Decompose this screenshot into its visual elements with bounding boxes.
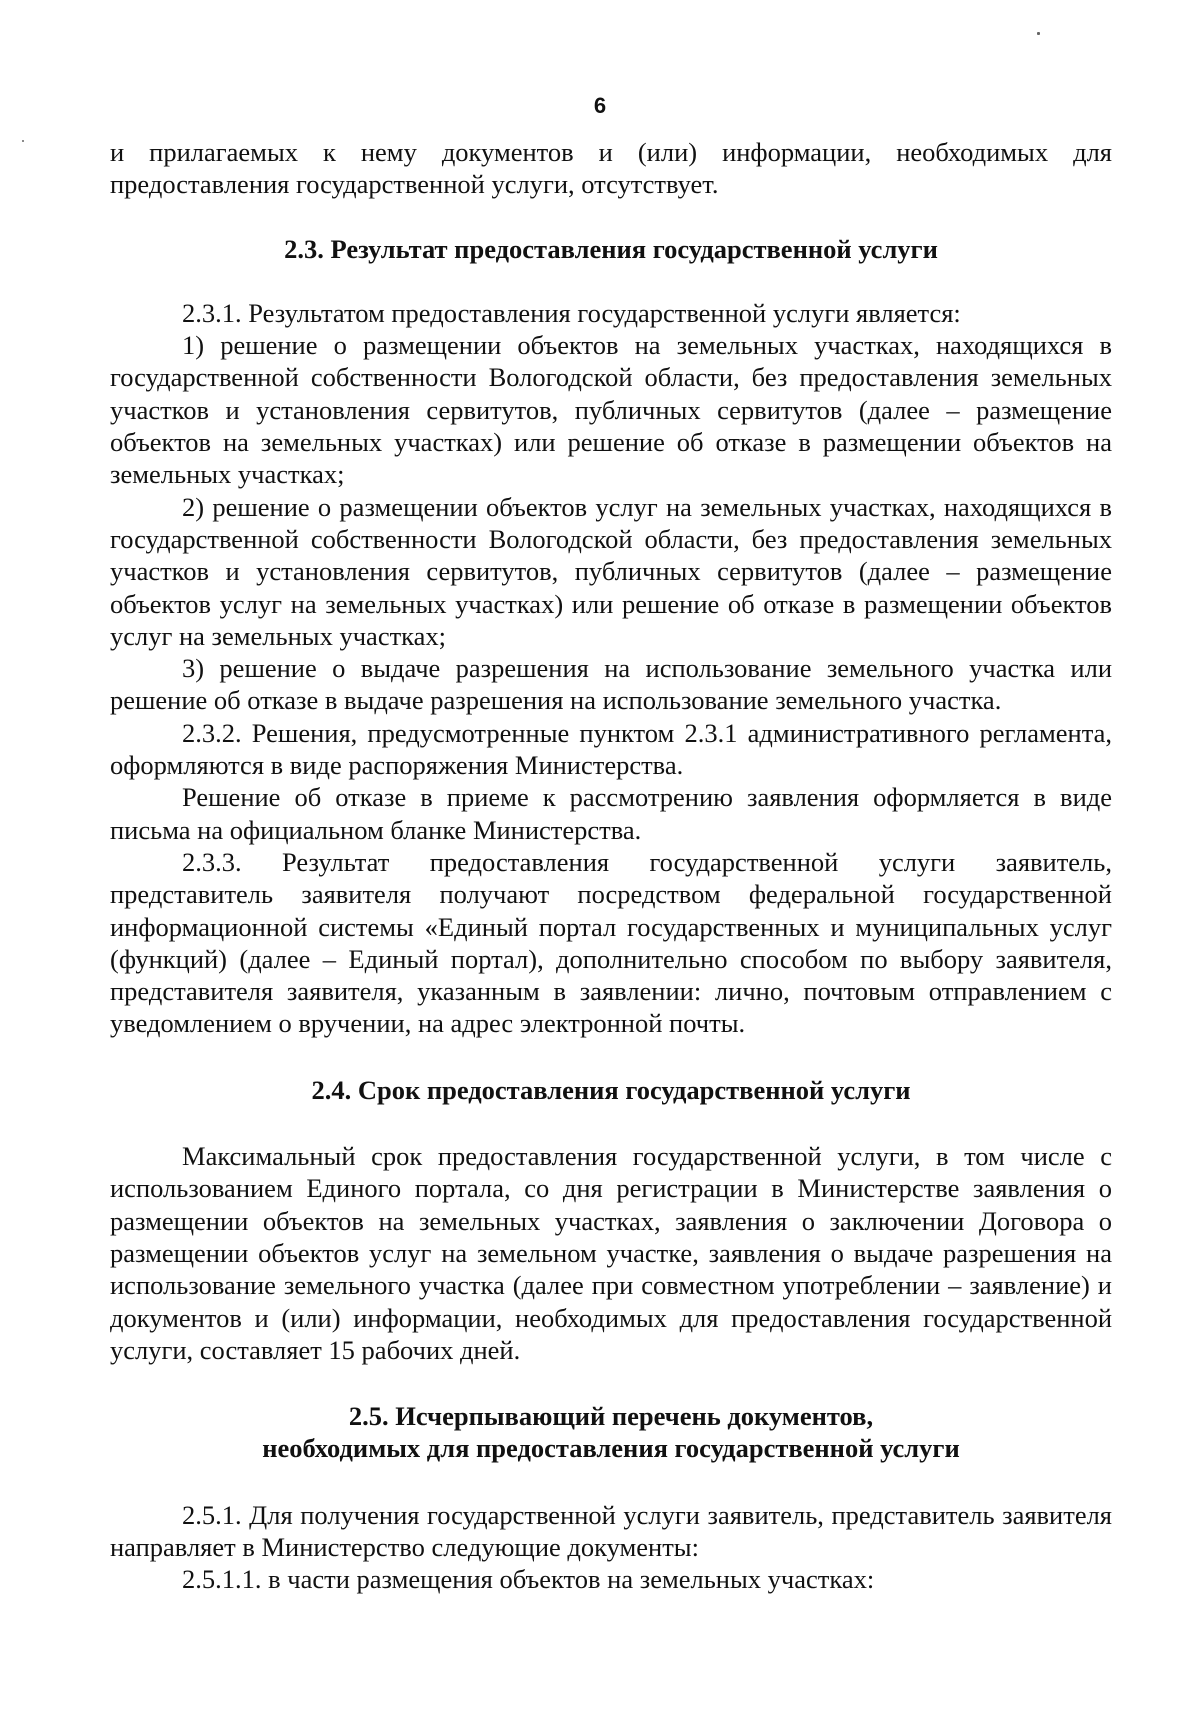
paragraph-2-3-2: 2.3.2. Решения, предусмотренные пунктом 2.3.1 административного регламента, оформляются в виде распоряжения Министерства. — [110, 717, 1112, 781]
list-item-2-3-1-1: 1) решение о размещении объектов на земельных участках, находящихся в государственной собственности Вологодской области, без предоставления земельных участков и установления сервитутов, публичных сервитутов (далее – размещение объектов на земельных участках) или решение об отказе в размещении объектов на земельных участках; — [110, 330, 1112, 490]
scan-speck-mark — [22, 140, 24, 142]
paragraph-2-3-3: 2.3.3. Результат предоставления государственной услуги заявитель, представитель заявителя получают посредством федеральной государственной информационной системы «Единый портал государственных и муниципальных услуг (функций) (далее – Единый портал), дополнительно способом по выбору заявителя, представителя заявителя, указанным в заявлении: лично, почтовым отправлением с уведомлением о вручении, на адрес электронной почты. — [110, 846, 1112, 1039]
document-body — [110, 136, 1112, 1596]
section-heading-2-3: 2.3. Результат предоставления государственной услуги — [284, 233, 938, 264]
scan-speck-mark — [1037, 32, 1040, 35]
list-item-2-3-1-3: 3) решение о выдаче разрешения на использование земельного участка или решение об отказе в выдаче разрешения на использование земельного участка. — [110, 653, 1112, 716]
page-number: 6 — [593, 93, 607, 118]
paragraph-2-4: Максимальный срок предоставления государственной услуги, в том числе с использованием Единого портала, со дня регистрации в Министерстве заявления о размещении объектов на земельных участках, заявления о заключении Договора о размещении объектов услуг на земельном участке, заявления о выдаче разрешения на использование земельного участка (далее при совместном употреблении – заявление) и документов и (или) информации, необходимых для предоставления государственной услуги, составляет 15 рабочих дней. — [110, 1141, 1112, 1365]
list-item-2-3-1-2: 2) решение о размещении объектов услуг на земельных участках, находящихся в государственной собственности Вологодской области, без предоставления земельных участков и установления сервитутов, публичных сервитутов (далее – размещение объектов услуг на земельных участках) или решение об отказе в размещении объектов услуг на земельных участках; — [110, 491, 1112, 651]
paragraph-2-3-1: 2.3.1. Результатом предоставления государственной услуги является: — [182, 297, 961, 328]
section-heading-2-5-line-2: необходимых для предоставления государственной услуги — [262, 1433, 960, 1464]
paragraph-2-5-1-1: 2.5.1.1. в части размещения объектов на земельных участках: — [182, 1564, 875, 1595]
section-heading-2-5 — [110, 1400, 1112, 1465]
paragraph-continuation: и прилагаемых к нему документов и (или) информации, необходимых для предоставления государственной услуги, отсутствует. — [110, 137, 1112, 200]
paragraph-2-5-1: 2.5.1. Для получения государственной услуги заявитель, представитель заявителя направляет в Министерство следующие документы: — [110, 1499, 1112, 1562]
section-heading-2-4: 2.4. Срок предоставления государственной услуги — [311, 1074, 911, 1105]
paragraph-2-3-2-refusal: Решение об отказе в приеме к рассмотрению заявления оформляется в виде письма на официальном бланке Министерства. — [110, 782, 1112, 845]
section-heading-2-5-line-1: 2.5. Исчерпывающий перечень документов, — [348, 1401, 874, 1432]
